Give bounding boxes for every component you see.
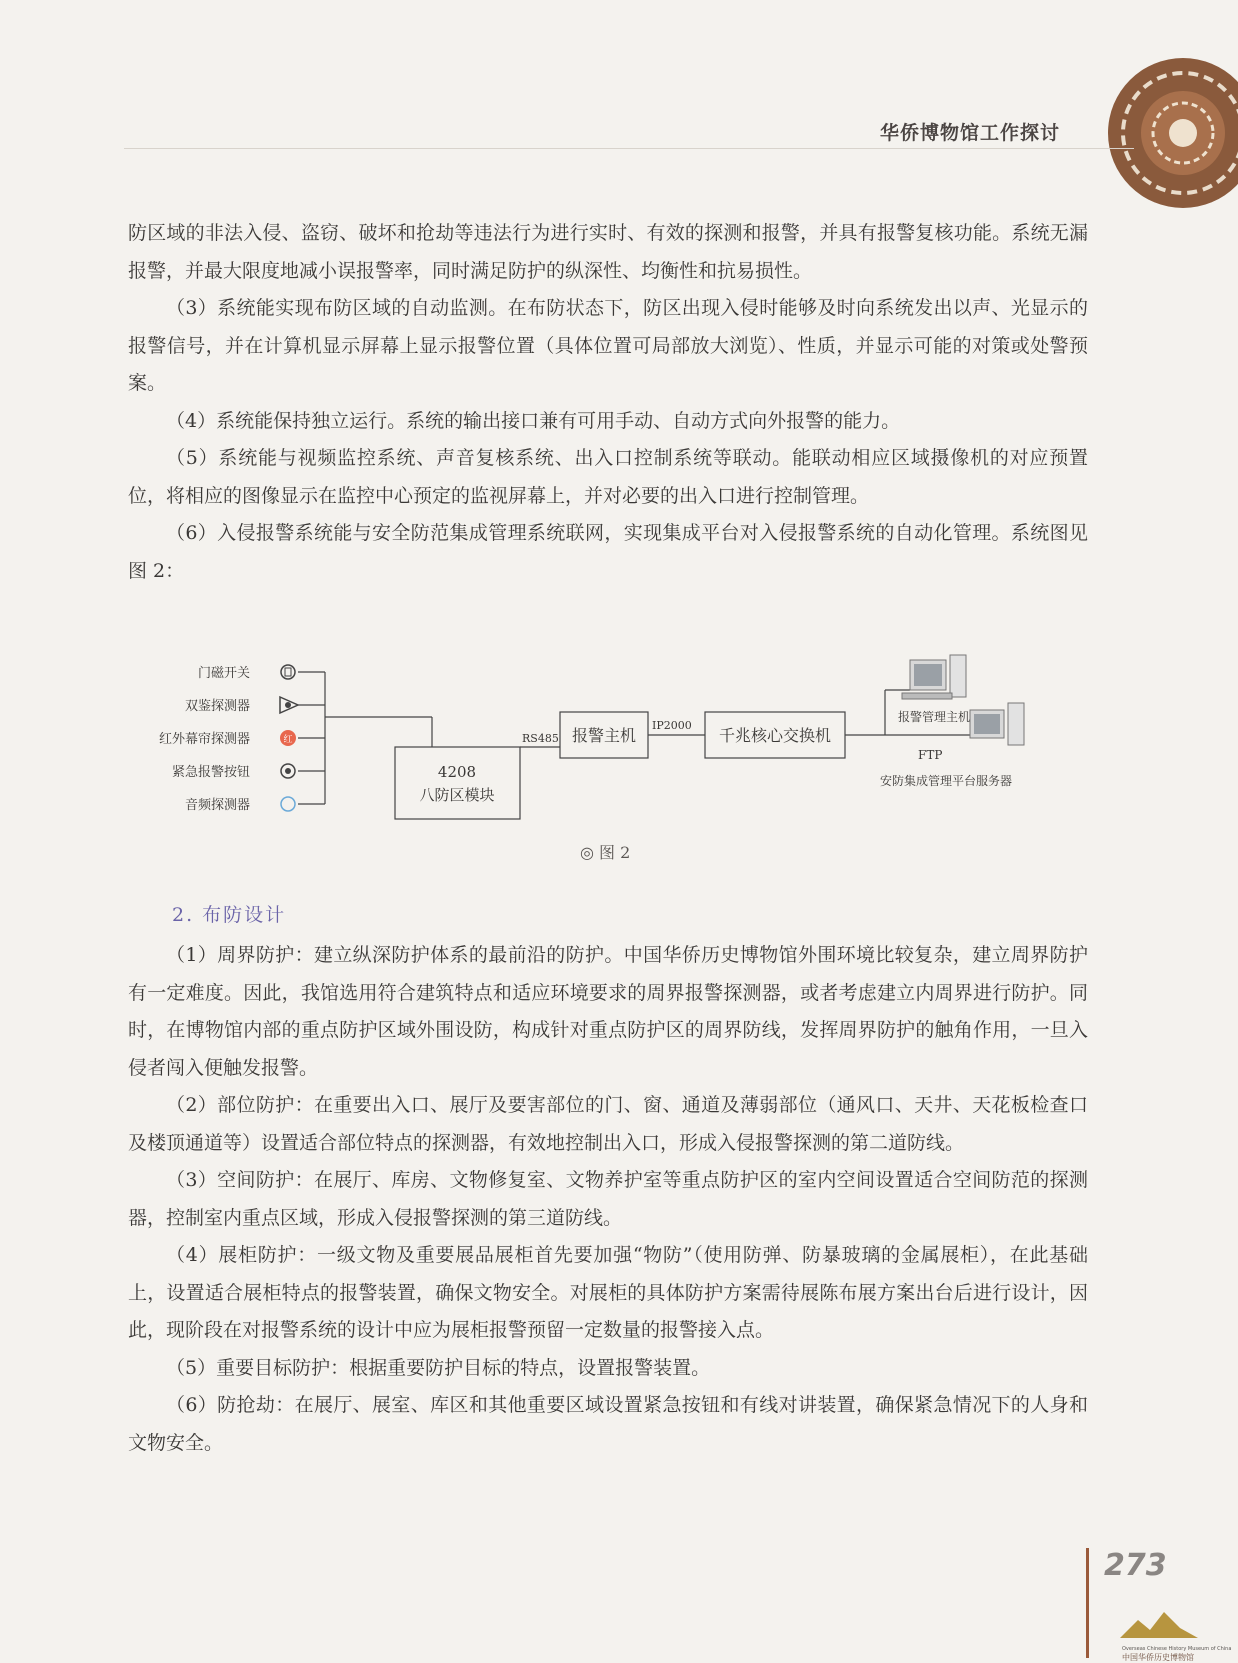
detector-label: 红外幕帘探测器	[158, 732, 250, 747]
section-text	[128, 937, 1088, 1462]
paragraph: （6）防抢劫：在展厅、展室、库区和其他重要区域设置紧急按钮和有线对讲装置，确保紧急情况下的人身和文物安全。	[128, 1394, 1088, 1454]
paragraph: （5）重要目标防护：根据重要防护目标的特点，设置报警装置。	[166, 1356, 711, 1379]
paragraph: （4）系统能保持独立运行。系统的输出接口兼有可用手动、自动方式向外报警的能力。	[166, 409, 901, 432]
module-label: 八防区模块	[419, 786, 495, 804]
ir-curtain-icon	[280, 730, 296, 746]
paragraph: （6）入侵报警系统能与安全防范集成管理系统联网，实现集成平台对入侵报警系统的自动化管理。系统图见图 2：	[128, 522, 1088, 582]
corner-ornament-icon	[1088, 48, 1238, 218]
link-label: FTP	[918, 748, 943, 762]
paragraph: 防区域的非法入侵、盗窃、破坏和抢劫等违法行为进行实时、有效的探测和报警，并具有报警复核功能。系统无漏报警，并最大限度地减小误报警率，同时满足防护的纵深性、均衡性和抗易损性。	[128, 222, 1088, 282]
management-computer-icon	[902, 655, 966, 699]
detector-label: 紧急报警按钮	[171, 765, 250, 780]
audio-detector-icon	[281, 797, 295, 811]
system-diagram	[140, 655, 1090, 835]
paragraph: （1）周界防护：建立纵深防护体系的最前沿的防护。中国华侨历史博物馆外围环境比较复杂，建立周界防护有一定难度。因此，我馆选用符合建筑特点和适应环境要求的周界报警探测器，或者考虑建立内周界进行防护。同时，在博物馆内部的重点防护区域外围设防，构成针对重点防护区的周界防线，发挥周界防护的触角作用，一旦入侵者闯入便触发报警。	[128, 944, 1088, 1079]
figure-caption: ◎ 图 2	[580, 843, 631, 862]
core-switch-label: 千兆核心交换机	[718, 726, 832, 745]
logo-text-cn: 中国华侨历史博物馆	[1122, 1653, 1194, 1662]
svg-text:红: 红	[283, 735, 293, 745]
detector-label: 门磁开关	[197, 666, 250, 681]
door-contact-icon	[281, 665, 295, 679]
logo-text-en: Overseas Chinese History Museum of China	[1122, 1646, 1232, 1652]
detector-label: 音频探测器	[184, 798, 250, 813]
module-label: 4208	[437, 763, 477, 781]
platform-server-icon	[970, 703, 1024, 745]
page-number-bar	[1086, 1548, 1089, 1658]
header-rule	[124, 148, 1134, 149]
paragraph: （2）部位防护：在重要出入口、展厅及要害部位的门、窗、通道及薄弱部位（通风口、天井、天花板检查口及楼顶通道等）设置适合部位特点的探测器，有效地控制出入口，形成入侵报警探测的第二道防线。	[128, 1094, 1088, 1154]
paragraph: （4）展柜防护：一级文物及重要展品展柜首先要加强“物防”（使用防弹、防暴玻璃的金属展柜），在此基础上，设置适合展柜特点的报警装置，确保文物安全。对展柜的具体防护方案需待展陈布展方案出台后进行设计，因此，现阶段在对报警系统的设计中应为展柜报警预留一定数量的报警接入点。	[128, 1244, 1088, 1341]
museum-logo-icon	[1120, 1598, 1232, 1663]
dual-detector-icon	[280, 697, 298, 713]
intro-text	[128, 215, 1088, 590]
mgmt-host-label: 报警管理主机	[898, 710, 971, 724]
link-label: IP2000	[652, 719, 692, 732]
alarm-host-label: 报警主机	[571, 726, 637, 745]
paragraph: （5）系统能与视频监控系统、声音复核系统、出入口控制系统等联动。能联动相应区域摄像机的对应预置位，将相应的图像显示在监控中心预定的监视屏幕上，并对必要的出入口进行控制管理。	[128, 447, 1088, 507]
paragraph: （3）空间防护：在展厅、库房、文物修复室、文物养护室等重点防护区的室内空间设置适合空间防范的探测器，控制室内重点区域，形成入侵报警探测的第三道防线。	[128, 1169, 1088, 1229]
server-label: 安防集成管理平台服务器	[880, 774, 1013, 788]
page-number: 273	[1104, 1548, 1167, 1583]
detector-label: 双鉴探测器	[184, 699, 250, 714]
section-heading: 2. 布防设计	[172, 904, 287, 926]
paragraph: （3）系统能实现布防区域的自动监测。在布防状态下，防区出现入侵时能够及时向系统发出以声、光显示的报警信号，并在计算机显示屏幕上显示报警位置（具体位置可局部放大浏览）、性质，并显示可能的对策或处警预案。	[128, 297, 1088, 394]
link-label: RS485	[522, 732, 559, 745]
running-title: 华侨博物馆工作探讨	[879, 122, 1060, 144]
emergency-button-icon	[281, 764, 295, 778]
detector-bus	[298, 672, 432, 804]
zone-module-box	[395, 747, 520, 819]
